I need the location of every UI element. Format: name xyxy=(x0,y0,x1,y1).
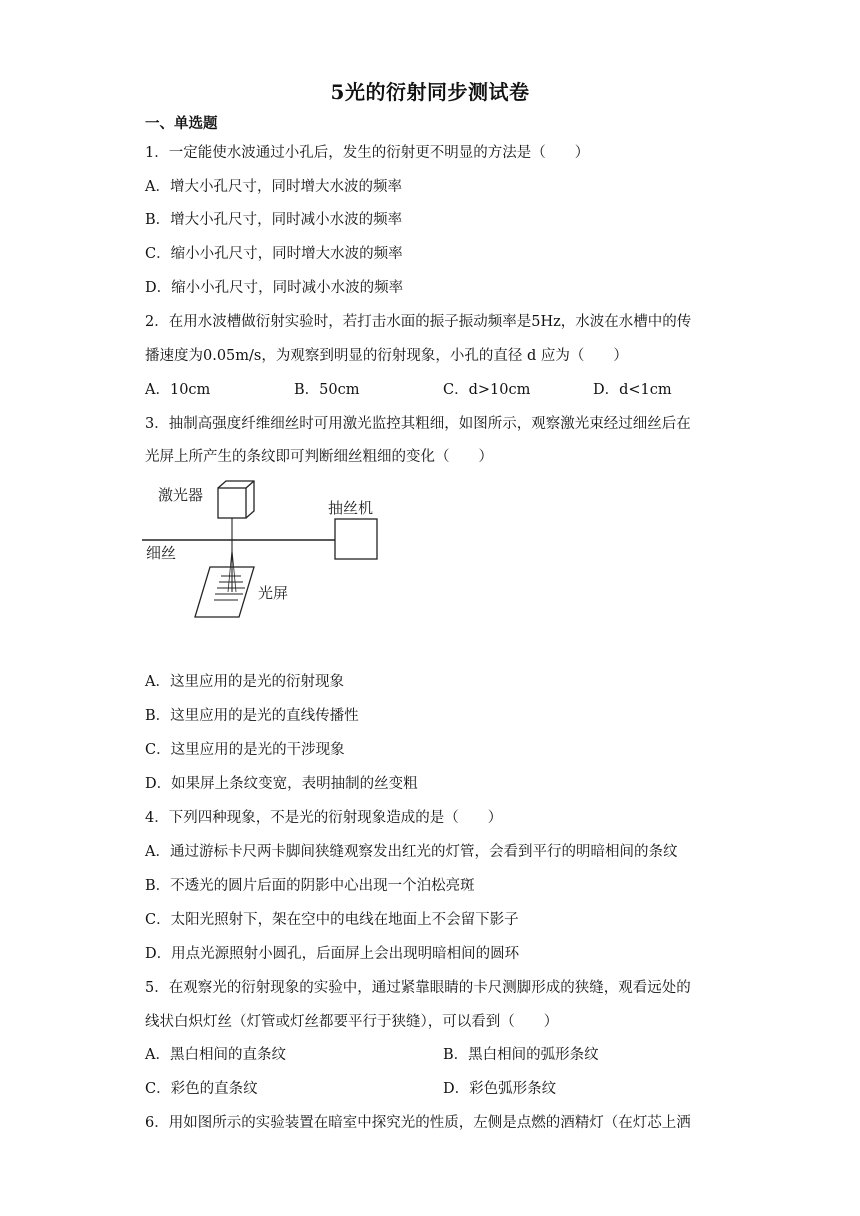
laser-spread-left xyxy=(228,550,232,592)
question-4-stem: 4．下列四种现象，不是光的衍射现象造成的是（ ） xyxy=(145,810,503,826)
question-3-option-d: D．如果屏上条纹变宽，表明抽制的丝变粗 xyxy=(145,776,418,792)
label-laser: 激光器 xyxy=(158,486,204,504)
question-4-option-d: D．用点光源照射小圆孔，后面屏上会出现明暗相间的圆环 xyxy=(145,946,520,962)
laser-device xyxy=(218,481,254,518)
question-1-stem: 1．一定能使水波通过小孔后，发生的衍射更不明显的方法是（ ） xyxy=(145,145,590,161)
drawing-machine-box xyxy=(335,519,377,559)
label-machine: 抽丝机 xyxy=(328,499,374,517)
question-1-option-a: A．增大小孔尺寸，同时增大水波的频率 xyxy=(145,179,402,195)
page-title: 5光的衍射同步测试卷 xyxy=(330,80,530,104)
question-3-stem-line1: 3．抽制高强度纤维细丝时可用激光监控其粗细，如图所示，观察激光束经过细丝后在 xyxy=(145,416,691,432)
question-4-option-a: A．通过游标卡尺两卡脚间狭缝观察发出红光的灯管，会看到平行的明暗相间的条纹 xyxy=(145,844,678,860)
laser-spread-right xyxy=(232,550,236,592)
question-1-option-b: B．增大小孔尺寸，同时减小水波的频率 xyxy=(145,212,403,228)
question-2-option-a: A．10cm xyxy=(145,382,211,398)
question-5-option-c: C．彩色的直条纹 xyxy=(145,1081,258,1097)
question-1-option-c: C．缩小小孔尺寸，同时增大水波的频率 xyxy=(145,246,403,262)
question-5-option-b: B．黑白相间的弧形条纹 xyxy=(443,1047,599,1063)
question-5-stem-line2: 线状白炽灯丝（灯管或灯丝都要平行于狭缝），可以看到（ ） xyxy=(145,1014,559,1030)
question-2-stem-line2: 播速度为0.05m/s，为观察到明显的衍射现象，小孔的直径 d 应为（ ） xyxy=(145,348,628,364)
question-5-stem-line1: 5．在观察光的衍射现象的实验中，通过紧靠眼睛的卡尺测脚形成的狭缝，观看远处的 xyxy=(145,980,691,996)
question-4-option-b: B．不透光的圆片后面的阴影中心出现一个泊松亮斑 xyxy=(145,878,475,894)
question-3-option-c: C．这里应用的是光的干涉现象 xyxy=(145,742,345,758)
laser-monitor-diagram xyxy=(142,474,392,634)
section-heading: 一、单选题 xyxy=(145,115,218,132)
question-1-option-d: D．缩小小孔尺寸，同时减小水波的频率 xyxy=(145,280,404,296)
question-2-option-b: B．50cm xyxy=(294,382,360,398)
question-4-option-c: C．太阳光照射下，架在空中的电线在地面上不会留下影子 xyxy=(145,912,519,928)
question-2-option-d: D．d<1cm xyxy=(593,382,672,398)
question-5-option-a: A．黑白相间的直条纹 xyxy=(145,1047,286,1063)
question-3-option-a: A．这里应用的是光的衍射现象 xyxy=(145,674,344,690)
question-2-option-c: C．d>10cm xyxy=(443,382,531,398)
question-5-option-d: D．彩色弧形条纹 xyxy=(443,1081,557,1097)
question-2-stem-line1: 2．在用水波槽做衍射实验时，若打击水面的振子振动频率是5Hz，水波在水槽中的传 xyxy=(145,314,692,330)
question-6-stem-line1: 6．用如图所示的实验装置在暗室中探究光的性质，左侧是点燃的酒精灯（在灯芯上洒 xyxy=(145,1115,691,1131)
label-wire: 细丝 xyxy=(146,544,177,562)
light-screen xyxy=(195,567,254,617)
question-3-stem-line2: 光屏上所产生的条纹即可判断细丝粗细的变化（ ） xyxy=(145,449,493,465)
label-screen: 光屏 xyxy=(258,584,289,602)
question-3-option-b: B．这里应用的是光的直线传播性 xyxy=(145,708,359,724)
